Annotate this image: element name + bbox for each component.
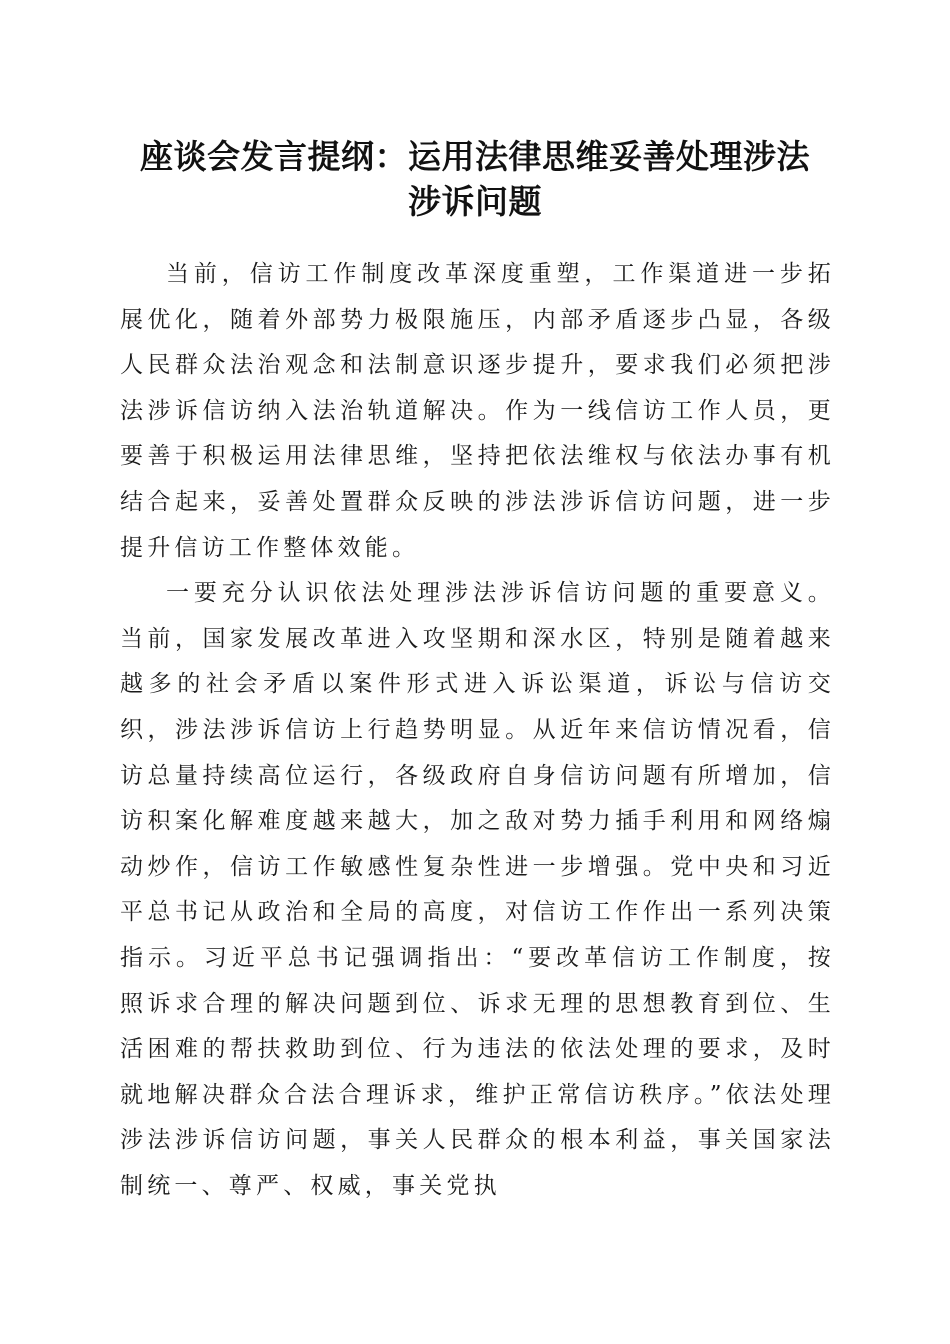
document-body [120, 252, 835, 1209]
title-line-1: 座谈会发言提纲：运用法律思维妥善处理涉法 [140, 137, 810, 176]
document-title [100, 134, 850, 224]
paragraph-intro: 当前，信访工作制度改革深度重塑，工作渠道进一步拓展优化，随着外部势力极限施压，内部矛盾逐步凸显，各级人民群众法治观念和法制意识逐步提升，要求我们必须把涉法涉诉信访纳入法治轨道解决。作为一线信访工作人员，更要善于积极运用法律思维，坚持把依法维权与依法办事有机结合起来，妥善处置群众反映的涉法涉诉信访问题，进一步提升信访工作整体效能。 [120, 261, 835, 561]
title-line-2: 涉诉问题 [408, 182, 542, 221]
paragraph-point-one: 一要充分认识依法处理涉法涉诉信访问题的重要意义。当前，国家发展改革进入攻坚期和深水区，特别是随着越来越多的社会矛盾以案件形式进入诉讼渠道，诉讼与信访交织，涉法涉诉信访上行趋势明显。从近年来信访情况看，信访总量持续高位运行，各级政府自身信访问题有所增加，信访积案化解难度越来越大，加之敌对势力插手利用和网络煽动炒作，信访工作敏感性复杂性进一步增强。党中央和习近平总书记从政治和全局的高度，对信访工作作出一系列决策指示。习近平总书记强调指出：“要改革信访工作制度，按照诉求合理的解决问题到位、诉求无理的思想教育到位、生活困难的帮扶救助到位、行为违法的依法处理的要求，及时就地解决群众合法合理诉求，维护正常信访秩序。”依法处理涉法涉诉信访问题，事关人民群众的根本利益，事关国家法制统一、尊严、权威，事关党执 [120, 580, 835, 1199]
